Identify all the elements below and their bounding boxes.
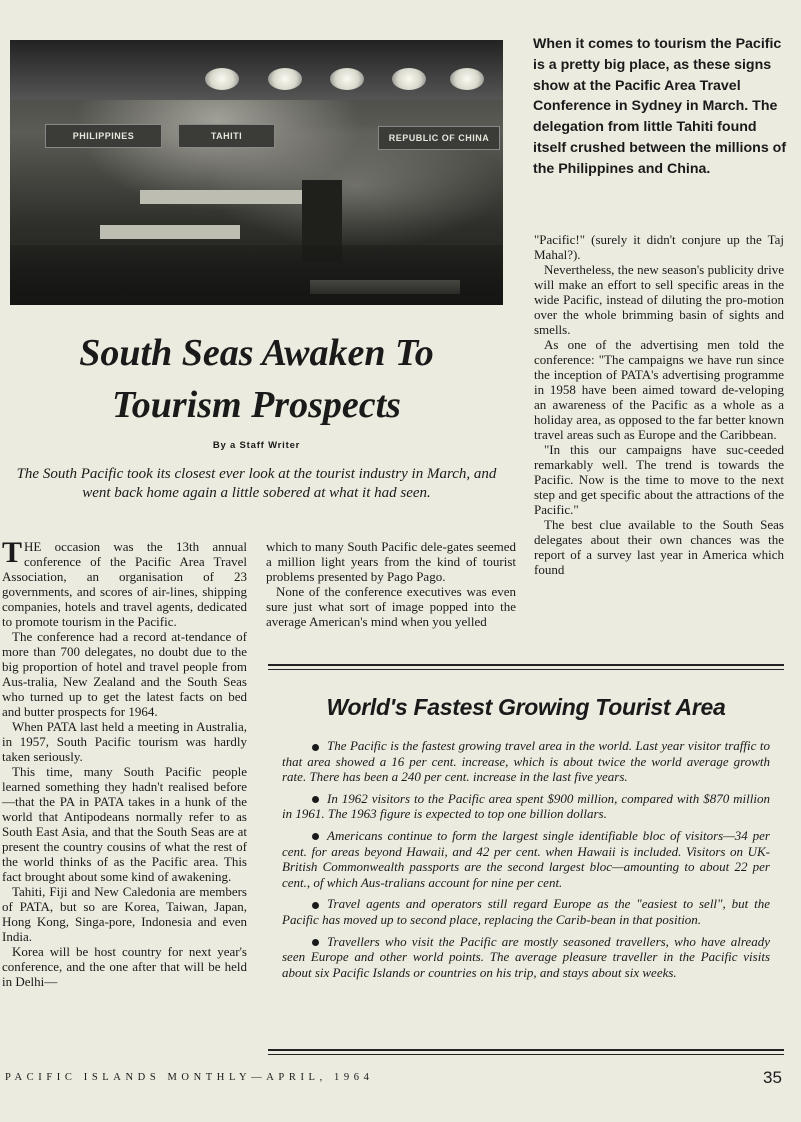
head-table	[140, 190, 310, 204]
byline: By a Staff Writer	[212, 440, 301, 451]
fact-item	[282, 896, 770, 927]
running-footer: PACIFIC ISLANDS MONTHLY—APRIL, 1964	[5, 1072, 374, 1083]
fact-item	[282, 828, 770, 890]
headline-line-1: South Seas Awaken To	[79, 332, 434, 374]
article-column-3	[534, 232, 784, 577]
article-column-2	[266, 539, 516, 629]
drop-cap: T	[2, 536, 23, 569]
paragraph: The best clue available to the South Seas delegates about their own chances was the report of a survey last year in America which found	[534, 517, 784, 577]
sign-philippines: PHILIPPINES	[45, 124, 162, 148]
conference-photo	[10, 40, 503, 305]
sidebar-title: World's Fastest Growing Tourist Area	[326, 694, 726, 720]
intro-paragraph: The South Pacific took its closest ever look at the tourist industry in March, and went back home again a little sobered at what it had seen.	[16, 466, 497, 501]
paragraph: This time, many South Pacific people learned something they hadn't realised before—that the PA in PATA takes in a hunk of the world that Antipodeans normally refer to as South East Asia, and that the South Seas are at present the country cousins of what the rest of the world thinks of as the Pacific area. This fact brought about some kind of awakening.	[2, 764, 247, 884]
page-number: 35	[763, 1068, 782, 1087]
delegate-table	[100, 225, 240, 239]
ceiling-lamp	[450, 68, 484, 90]
paragraph	[2, 536, 247, 629]
divider	[268, 1049, 784, 1051]
fact-text: In 1962 visitors to the Pacific area spent $900 million, compared with $870 million in 1961. The 1963 figure is expected to top one billion dollars.	[282, 790, 770, 822]
paragraph: which to many South Pacific dele-gates seemed a million light years from the kind of tourist problems presented by Pago Pago.	[266, 539, 516, 584]
paragraph: None of the conference executives was even sure just what sort of image popped into the average American's mind when you yelled	[266, 584, 516, 629]
ceiling-lamp	[205, 68, 239, 90]
bullet-icon	[312, 939, 319, 946]
fact-item	[282, 934, 770, 981]
ceiling-lamp	[392, 68, 426, 90]
paragraph: As one of the advertising men told the conference: "The campaigns we have run since the inception of PATA's advertising programme in 1958 have been aimed toward de-veloping an awareness of the Pacific as a whole as a holiday area, as opposed to the far better known travel areas such as Europe and the Caribbean.	[534, 337, 784, 442]
fact-item	[282, 791, 770, 822]
paragraph-text: HE occasion was the 13th annual conference of the Pacific Area Travel Association, an organisation of 23 governments, and scores of air-lines, shipping companies, hotels and travel agents, dedicated to promote tourism in the Pacific.	[2, 539, 247, 629]
bullet-icon	[312, 796, 319, 803]
fact-text: The Pacific is the fastest growing travel area in the world. Last year visitor traffic to that area showed a 16 per cent. increase, which is about twice the world average growth rate. There has been a 240 per cent. increase in the last five years.	[282, 738, 770, 785]
paragraph: Nevertheless, the new season's publicity drive will make an effort to sell specific areas in the wide Pacific, instead of diluting the pro-motion over the whole brimming basin of sights and smells.	[534, 262, 784, 337]
paragraph: Korea will be host country for next year's conference, and the one after that will be held in Delhi—	[2, 944, 247, 989]
sidebar-facts	[282, 738, 770, 986]
divider	[268, 664, 784, 666]
audience	[10, 245, 503, 305]
sign-tahiti: TAHITI	[178, 124, 275, 148]
headline	[10, 327, 503, 431]
divider	[268, 1054, 784, 1055]
fact-item	[282, 738, 770, 785]
ceiling-lamp	[330, 68, 364, 90]
fact-text: Travel agents and operators still regard Europe as the "easiest to sell", but the Pacific has moved up to second place, replacing the Carib-bean in that position.	[282, 896, 770, 927]
ceiling	[10, 40, 503, 100]
paragraph: When PATA last held a meeting in Australia, in 1957, South Pacific tourism was hardly taken seriously.	[2, 719, 247, 764]
article-column-1	[2, 536, 247, 989]
headline-line-2: Tourism Prospects	[112, 384, 401, 426]
paragraph: "In this our campaigns have suc-ceeded remarkably well. The trend is towards the Pacific. Now is the time to move to the next step and get specific about the attractions of the Pacific."	[534, 442, 784, 517]
paragraph: Tahiti, Fiji and New Caledonia are members of PATA, but so are Korea, Taiwan, Japan, Hong Kong, Singa-pore, Indonesia and even India.	[2, 884, 247, 944]
ceiling-lamp	[268, 68, 302, 90]
fact-text: Americans continue to form the largest single identifiable bloc of visitors—34 per cent. for areas beyond Hawaii, and 42 per cent. when Hawaii is included. Visitors on UK-British Commonwealth passports are the second largest bloc—amounting to about 22 per cent., of which Aus-tralians account for nine per cent.	[282, 827, 770, 890]
bullet-icon	[312, 833, 319, 840]
divider	[268, 669, 784, 670]
fact-text: Travellers who visit the Pacific are mostly seasoned travellers, who have already seen Europe and other world points. The average pleasure traveller in the Pacific visits about six Pacific Islands or countries on his trip, and stays about six weeks.	[282, 933, 770, 980]
paragraph: The conference had a record at-tendance of more than 700 delegates, no doubt due to the big proportion of hotel and travel people from Aus-tralia, New Zealand and the South Seas who turned up to get the latest facts on bed and butter prospects for 1964.	[2, 629, 247, 719]
photo-caption: When it comes to tourism the Pacific is a pretty big place, as these signs show at the Pacific Area Travel Conference in Sydney in March. The delegation from little Tahiti found itself crushed between the millions of the Philippines and China.	[533, 36, 787, 177]
sign-republic-of-china: REPUBLIC OF CHINA	[378, 126, 500, 150]
bullet-icon	[312, 902, 319, 909]
paragraph: "Pacific!" (surely it didn't conjure up the Taj Mahal?).	[534, 232, 784, 262]
bullet-icon	[312, 744, 319, 751]
